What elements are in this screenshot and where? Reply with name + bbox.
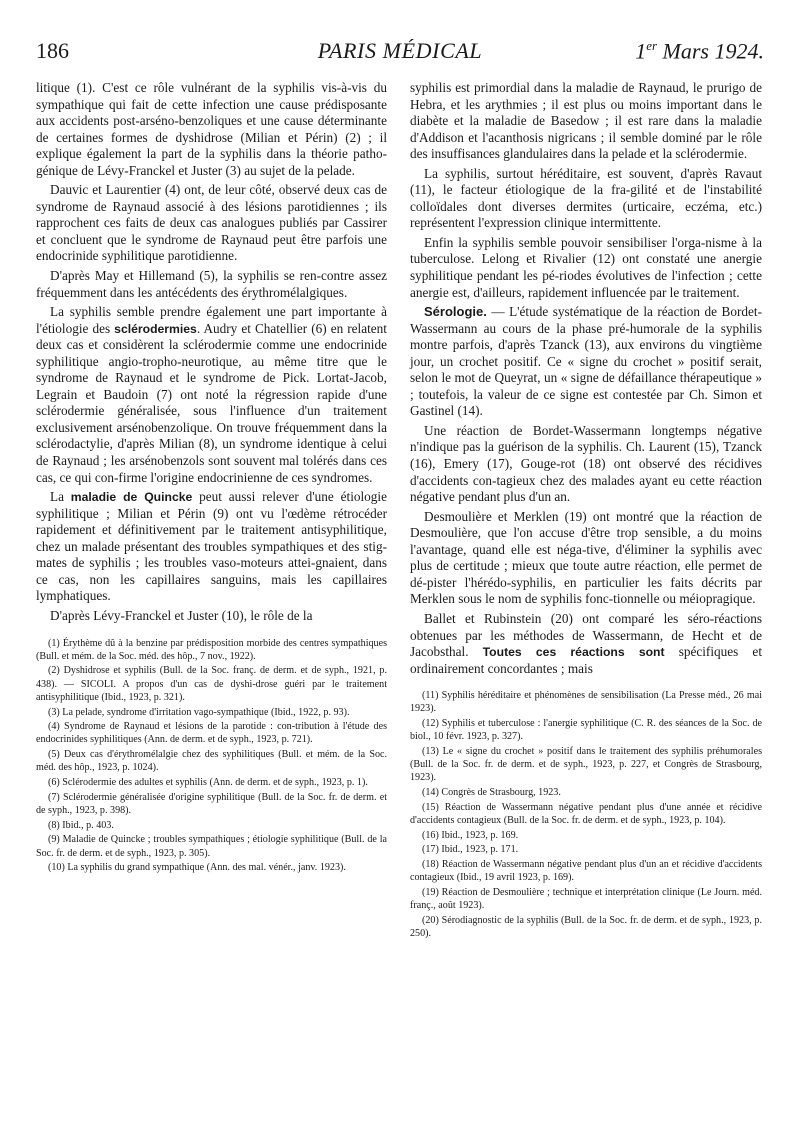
paragraph: Enfin la syphilis semble pouvoir sensibiliser l'orga-nisme à la tuberculose. Lelong et Rivalier (12) ont constaté une anergie syphilitique pendant les pé-riodes évolutives de l'infection ; cette anergie est, d'ailleurs, rapidement influencée par le traitement.: [410, 234, 762, 300]
footnote: (8) Ibid., p. 403.: [48, 819, 114, 831]
footnote: (14) Congrès de Strasbourg, 1923.: [422, 787, 561, 799]
paragraph: La maladie de Quincke peut aussi relever d'une étiologie syphilitique ; Milian et Périn (9) ont vu l'œdème rétrocéder rapidement et définitivement par le traitement antisyphilitique, chez un malade présentant des troubles sympathiques et des stig-mates de syphilis ; les troubles vaso-moteurs attei-gnaient, dans ce cas, non les capillaires sanguins, mais les capillaires lymphatiques.: [36, 489, 387, 604]
paragraph: D'après Lévy-Franckel et Juster (10), le rôle de la: [50, 607, 313, 623]
left-column: [36, 80, 387, 876]
bold-phrase: Toutes ces réactions sont: [482, 645, 665, 660]
paragraph: La syphilis, surtout héréditaire, est souvent, d'après Ravaut (11), le facteur étiologique de la fra-gilité et de l'instabilité colloïdales dont diverses dermites (urticaire, eczéma, etc.) représentent l'expression clinique intermittente.: [410, 165, 762, 231]
footnote: (10) La syphilis du grand sympathique (Ann. des mal. vénér., janv. 1923).: [48, 862, 346, 874]
footnote: (7) Sclérodermie généralisée d'origine syphilitique (Bull. de la Soc. fr. de derm. et de syph., 1923, p. 398).: [36, 791, 387, 816]
paragraph: Une réaction de Bordet-Wassermann longtemps négative n'indique pas la guérison de la syphilis. Ch. Laurent (15), Tzanck (16), Emery (17), Gouge-rot (18) ont observé des récidives d'accidents con-tagieux chez des malades ayant eu cette réaction négative pendant plus d'un an.: [410, 422, 762, 505]
paragraph: Dauvic et Laurentier (4) ont, de leur côté, observé deux cas de syndrome de Raynaud associé à des lésions parotidiennes ; ils rapprochent ces faits de deux cas analogues publiés par Cassirer et concluent que le syndrome de Raynaud peut être parfois une endocrinide syphilitique parotidienne.: [36, 182, 387, 264]
paragraph: Desmoulière et Merklen (19) ont montré que la réaction de Desmoulière, que l'on accuse d'être trop sensible, a du moins l'avantage, quand elle est néga-tive, d'éliminer la syphilis avec plus de certitude ; mieux que toute autre réaction, elle permet de dé-pister l'hérédo-syphilis, en particulier les faits décrits par Merklen sous le nom de syphilis fonc-tionnelle ou méiopragique.: [410, 508, 762, 607]
footnote: (15) Réaction de Wassermann négative pendant plus d'une année et récidive d'accidents contagieux (Bull. de la Soc. fr. de derm. et de syph., 1923, p. 104).: [410, 801, 762, 826]
footnote: (2) Dyshidrose et syphilis (Bull. de la Soc. franç. de derm. et de syph., 1921, p. 438). — SICOLI. A propos d'un cas de dyshi-drose guéri par le traitement antisyphilitique (Ibid., 1923, p. 321).: [36, 665, 387, 703]
footnote: (17) Ibid., 1923, p. 171.: [422, 844, 519, 856]
bold-term: maladie de Quincke: [70, 490, 193, 505]
paragraph: litique (1). C'est ce rôle vulnérant de la syphilis vis-à-vis du sympathique qui fait de cette infection une cause prédisposante aux accidents post-arséno-benzoliques et une cause déterminante de certaines formes de dyshidrose (Milian et Périn) (2) ; il explique également la part de la syphilis dans la théorie patho-génique de Lévy-Franckel et Juster (3) au sujet de la pelade.: [36, 80, 387, 178]
right-column: [410, 80, 762, 942]
section-heading: Sérologie.: [424, 304, 487, 320]
footnote: (5) Deux cas d'érythromélalgie chez des syphilitiques (Bull. et mém. de la Soc. méd. des hôp., 1923, p. 1024).: [36, 749, 387, 774]
bold-term: sclérodermies: [114, 321, 197, 336]
page-header: [36, 38, 764, 72]
footnote: (6) Sclérodermie des adultes et syphilis (Ann. de derm. et de syph., 1923, p. 1).: [48, 777, 368, 789]
footnote: (4) Syndrome de Raynaud et lésions de la parotide : con-tribution à l'étude des endocrinides syphilitiques (Ann. de derm. et de syph., 1923, p. 721).: [36, 721, 387, 746]
footnote: (18) Réaction de Wassermann négative pendant plus d'un an et récidive d'accidents contagieux (Ibid., 19 avril 1923, p. 169).: [410, 859, 762, 884]
paragraph: La syphilis semble prendre également une part importante à l'étiologie des sclérodermies. Audry et Chatellier (6) en relatent deux cas et considèrent la sclérodermie comme une endocrinide syphilitique angio-tropho-neurotique, au même titre que le syndrome de Raynaud et le syndrome de Pick. Lortat-Jacob, Legrain et Baudoin (7) ont noté la régression rapide d'une sclérodermie généralisée, sous l'influence d'un traitement exclusivement arsénobenzolique. On trouve fréquemment dans la sclérodactylie, d'après Milian (8), un syndrome identique à celui de Raynaud ; les arsénobenzols sont souvent mal tolérés dans ces cas, ce qui con-firme l'origine endocrinienne de ces syndromes.: [36, 304, 387, 485]
footnote: (19) Réaction de Desmoulière ; technique et interprétation clinique (Le Journ. méd. franç., août 1923).: [410, 886, 762, 912]
page-number: 186: [36, 38, 69, 63]
footnote: (3) La pelade, syndrome d'irritation vago-sympathique (Ibid., 1922, p. 93).: [48, 706, 350, 718]
footnote: (9) Maladie de Quincke ; troubles sympathiques ; étiologie syphilitique (Bull. de la Soc. fr. de derm. et de syph., 1923, p. 305).: [36, 834, 387, 859]
paragraph: D'après May et Hillemand (5), la syphilis se ren-contre assez fréquemment dans les antécédents des érythromélalgiques.: [36, 268, 387, 300]
paragraph: Ballet et Rubinstein (20) ont comparé les séro-réactions obtenues par les méthodes de Wassermann, de Hecht et de Jacobsthal. Toutes ces réactions sont spécifiques et ordinairement concordantes ; mais: [410, 610, 762, 676]
footnote: (13) Le « signe du crochet » positif dans le traitement des syphilis préhumorales (Bull. de la Soc. fr. de derm. et de syph., 1923, p. 227, et Congrès de Strasbourg, 1923).: [410, 745, 762, 784]
issue-date: 1er Mars 1924.: [635, 38, 764, 64]
footnote: (12) Syphilis et tuberculose : l'anergie syphilitique (C. R. des séances de la Soc. de biol., 10 févr. 1923, p. 327).: [410, 718, 762, 743]
footnote: (11) Syphilis héréditaire et phénomènes de sensibilisation (La Presse méd., 26 mai 1923).: [410, 690, 762, 715]
footnotes-right: [410, 689, 762, 940]
paragraph: Sérologie. — L'étude systématique de la réaction de Bordet-Wassermann au cours de la phase pré-humorale de la syphilis montre parfois, d'après Tzanck (13), aux environs du vingtième jour, un crochet positif. Ce « signe du crochet » positif serait, selon le mot de Queyrat, un « signe de défaillance thérapeutique » ; toutefois, la valeur de ce signe est contestée par Ch. Simon et Gastinel (14).: [410, 304, 762, 419]
paragraph: syphilis est primordial dans la maladie de Raynaud, le prurigo de Hebra, et les arythmies ; il est plus ou moins important dans le diabète et la maladie de Basedow ; il est rare dans la maladie d'Addison et l'acanthosis nigricans ; il semble dominé par le rôle des insuffisances glandulaires dans la pelade et la sclérodermie.: [410, 80, 762, 162]
footnote: (16) Ibid., 1923, p. 169.: [422, 829, 519, 841]
footnote: (1) Érythème dû à la benzine par prédisposition morbide des centres sympathiques (Bull. et mém. de la Soc. méd. des hôp., 7 nov., 1922).: [36, 637, 387, 662]
footnotes-left: [36, 637, 387, 875]
running-title: PARIS MÉDICAL: [317, 38, 483, 63]
footnote: (20) Sérodiagnostic de la syphilis (Bull. de la Soc. fr. de derm. et de syph., 1923, p. 250).: [410, 914, 762, 940]
